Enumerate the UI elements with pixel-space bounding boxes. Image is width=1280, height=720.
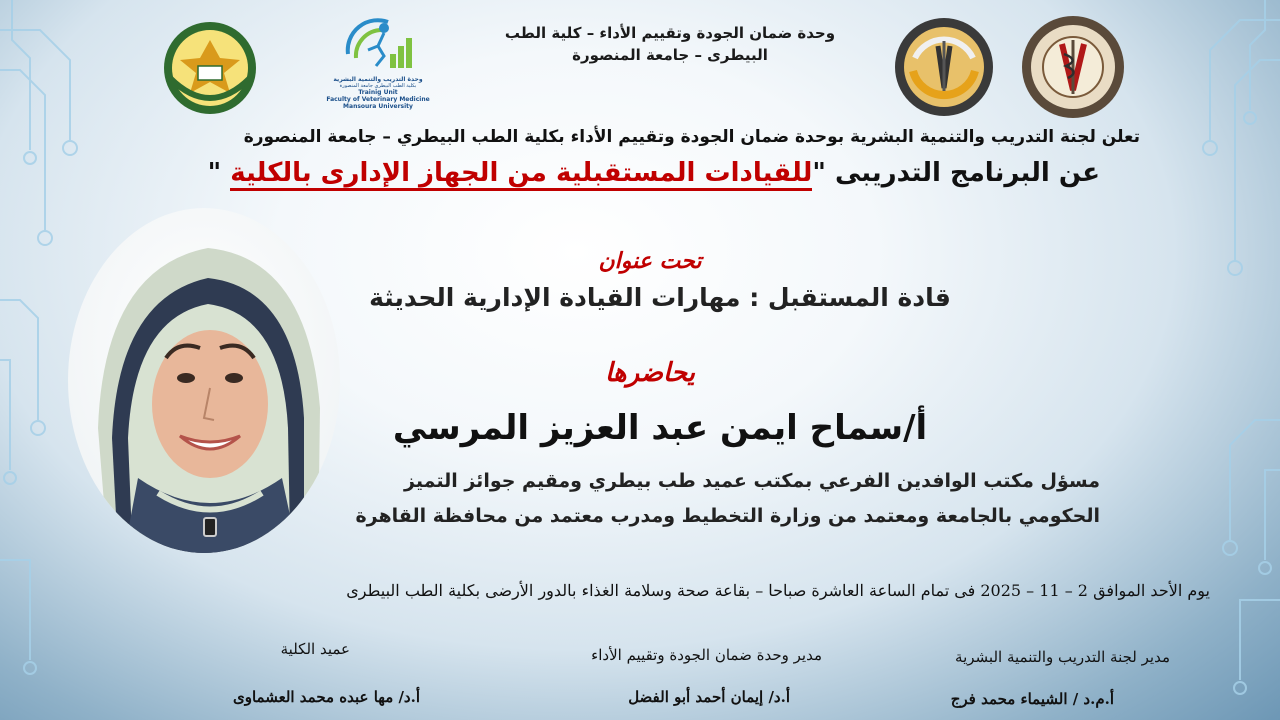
mansoura-university-logo: [160, 18, 260, 118]
presented-by-label: يحاضرها: [605, 358, 695, 388]
under-title-label: تحت عنوان: [598, 248, 702, 274]
training-unit-name-ar: وحدة التدريب والتنمية البشرية: [333, 76, 423, 83]
training-unit-name-en3: Mansoura University: [343, 103, 413, 110]
program-suffix: ": [207, 158, 231, 188]
signature-quality-name: أ.د/ إيمان أحمد أبو الفضل: [628, 688, 790, 706]
program-prefix: عن البرنامج التدريبى ": [812, 158, 1100, 188]
training-unit-name-en2: Faculty of Veterinary Medicine: [326, 96, 430, 103]
quality-unit-line2: البيطرى – جامعة المنصورة: [572, 46, 768, 64]
program-title: [200, 158, 1100, 188]
signature-dean-name: أ.د/ مها عبده محمد العشماوى: [232, 688, 420, 706]
announcement-text: تعلن لجنة التدريب والتنمية البشرية بوحدة ضمان الجودة وتقييم الأداء بكلية الطب البيطري – جامعة المنصورة: [243, 127, 1140, 147]
program-highlight: للقيادات المستقبلية من الجهاز الإدارى بالكلية: [230, 158, 812, 191]
signature-training-name: أ.م.د / الشيماء محمد فرج: [950, 690, 1114, 708]
training-unit-logo: [318, 14, 438, 114]
quality-unit-line1: وحدة ضمان الجودة وتقييم الأداء – كلية الطب: [504, 24, 836, 42]
training-unit-name-en1: Trainig Unit: [358, 89, 398, 96]
signature-training-title: مدير لجنة التدريب والتنمية البشرية: [955, 648, 1170, 666]
signature-dean-title: عميد الكلية: [280, 640, 350, 658]
training-unit-name-ar2: بكلية الطب البيطري جامعة المنصورة: [339, 83, 417, 89]
quality-unit-title: [480, 22, 860, 66]
speaker-portrait: [68, 208, 340, 553]
speaker-name: أ/سماح ايمن عبد العزيز المرسي: [392, 408, 928, 448]
quality-unit-seal-logo: [893, 16, 995, 118]
signature-quality-title: مدير وحدة ضمان الجودة وتقييم الأداء: [591, 646, 822, 664]
speaker-description-line2: الحكومي بالجامعة ومعتمد من وزارة التخطيط ومدرب معتمد من محافظة القاهرة: [355, 505, 1100, 527]
training-topic: قادة المستقبل : مهارات القيادة الإدارية الحديثة: [369, 283, 951, 312]
speaker-description-line1: مسؤل مكتب الوافدين الفرعي بمكتب عميد طب بيطري ومقيم جوائز التميز: [404, 470, 1100, 492]
training-unit-emblem-icon: [338, 14, 418, 72]
faculty-seal-logo: [1020, 14, 1126, 120]
event-date-location: يوم الأحد الموافق 2 – 11 – 2025 فى تمام الساعة العاشرة صباحا – بقاعة صحة وسلامة الغذاء بالدور الأرضى بكلية الطب البيطرى: [346, 581, 1210, 600]
speaker-photo: [68, 208, 340, 553]
